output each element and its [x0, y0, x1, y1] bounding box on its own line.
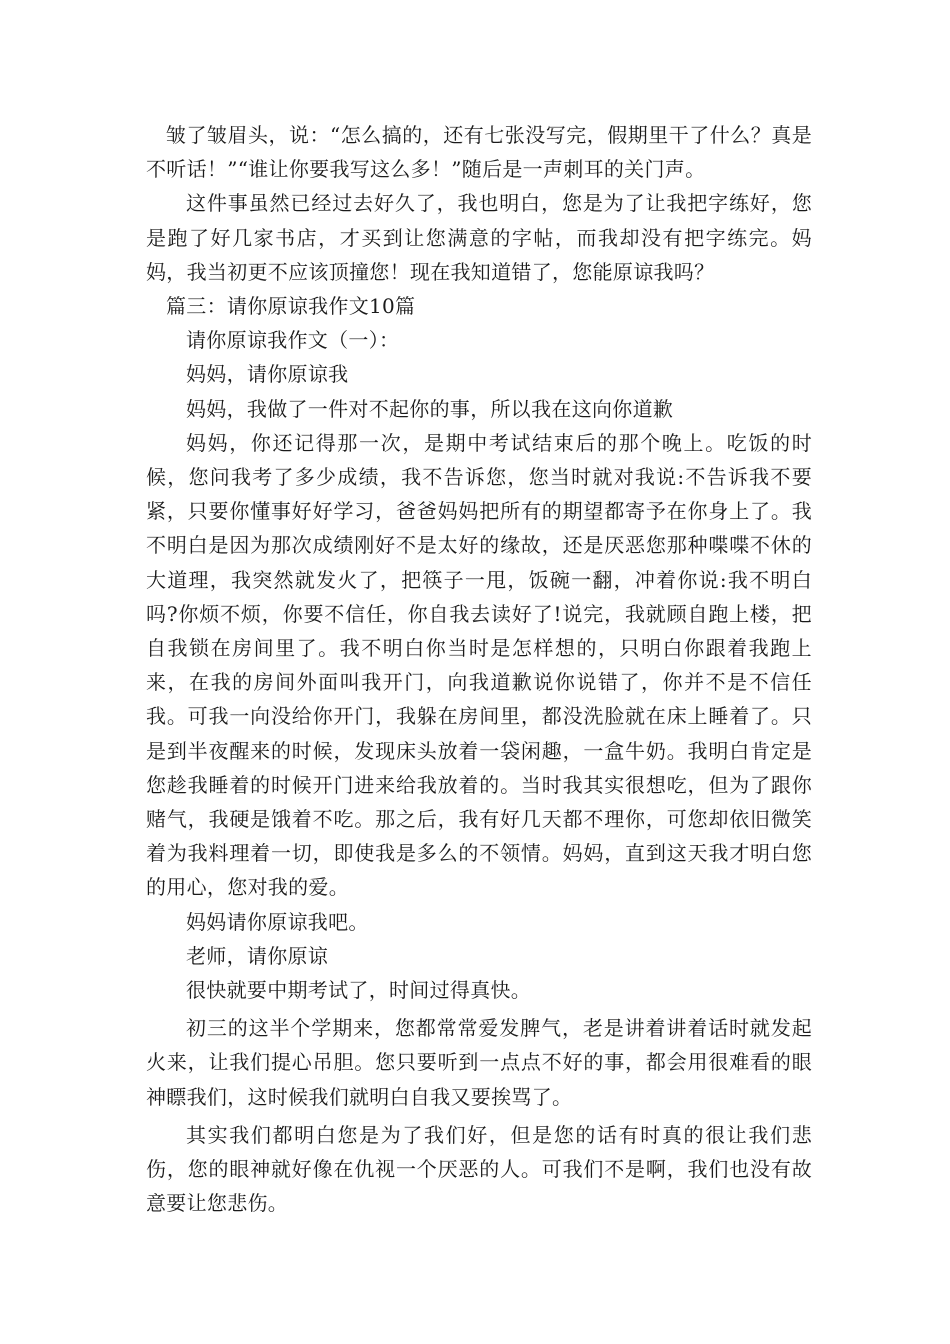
- document-body: [146, 118, 812, 1221]
- paragraph-closing-mother: 妈妈请你原谅我吧。: [186, 909, 369, 934]
- paragraph-story-mother: 妈妈，你还记得那一次，是期中考试结束后的那个晚上。吃饭的时候，您问我考了多少成绩，我不告诉您，您当时就对我说:不告诉我不要紧，只要你懂事好好学习，爸爸妈妈把所有的期望都寄予在你身上了。我不明白是因为那次成绩刚好不是太好的缘故，还是厌恶您那种喋喋不休的大道理，我突然就发火了，把筷子一甩，饭碗一翻，冲着你说:我不明白吗?你烦不烦，你要不信任，你自我去读好了!说完，我就顾自跑上楼，把自我锁在房间里了。我不明白你当时是怎样想的，只明白你跟着我跑上来，在我的房间外面叫我开门，向我道歉说你说错了，你并不是不信任我。可我一向没给你开门，我躲在房间里，都没洗脸就在床上睡着了。只是到半夜醒来的时候，发现床头放着一袋闲趣，一盒牛奶。我明白肯定是您趁我睡着的时候开门进来给我放着的。当时我其实很想吃，但为了跟你赌气，我硬是饿着不吃。那之后，我有好几天都不理你，可您却依旧微笑着为我料理着一切，即使我是多么的不领情。妈妈，直到这天我才明白您的用心，您对我的爱。: [146, 430, 812, 900]
- section-heading: 篇三：请你原谅我作文10篇: [166, 294, 416, 319]
- paragraph-continuation: 皱了皱眉头，说：“怎么搞的，还有七张没写完，假期里干了什么？真是不听话！”“谁让你要我写这么多！”随后是一声刺耳的关门声。: [146, 123, 812, 182]
- paragraph-teacher-understanding: 其实我们都明白您是为了我们好，但是您的话有时真的很让我们悲伤，您的眼神就好像在仇视一个厌恶的人。可我们不是啊，我们也没有故意要让您悲伤。: [146, 1122, 812, 1216]
- paragraph-teacher-temper: 初三的这半个学期来，您都常常爱发脾气，老是讲着讲着话时就发起火来，让我们提心吊胆。您只要听到一点点不好的事，都会用很难看的眼神瞟我们，这时候我们就明白自我又要挨骂了。: [146, 1016, 812, 1109]
- essay-title-mother: 妈妈，请你原谅我: [186, 362, 349, 387]
- essay-title-teacher: 老师，请你原谅: [186, 943, 329, 968]
- paragraph-intro-apology: 妈妈，我做了一件对不起你的事，所以我在这向你道歉: [186, 396, 674, 421]
- paragraph-exam-soon: 很快就要中期考试了，时间过得真快。: [186, 978, 532, 1003]
- essay-subtitle: 请你原谅我作文（一）：: [186, 328, 400, 353]
- paragraph-apology-reflection: 这件事虽然已经过去好久了，我也明白，您是为了让我把字练好，您是跑了好几家书店，才买到让您满意的字帖，而我却没有把字练完。妈妈，我当初更不应该顶撞您！现在我知道错了，您能原谅我吗？: [146, 191, 812, 284]
